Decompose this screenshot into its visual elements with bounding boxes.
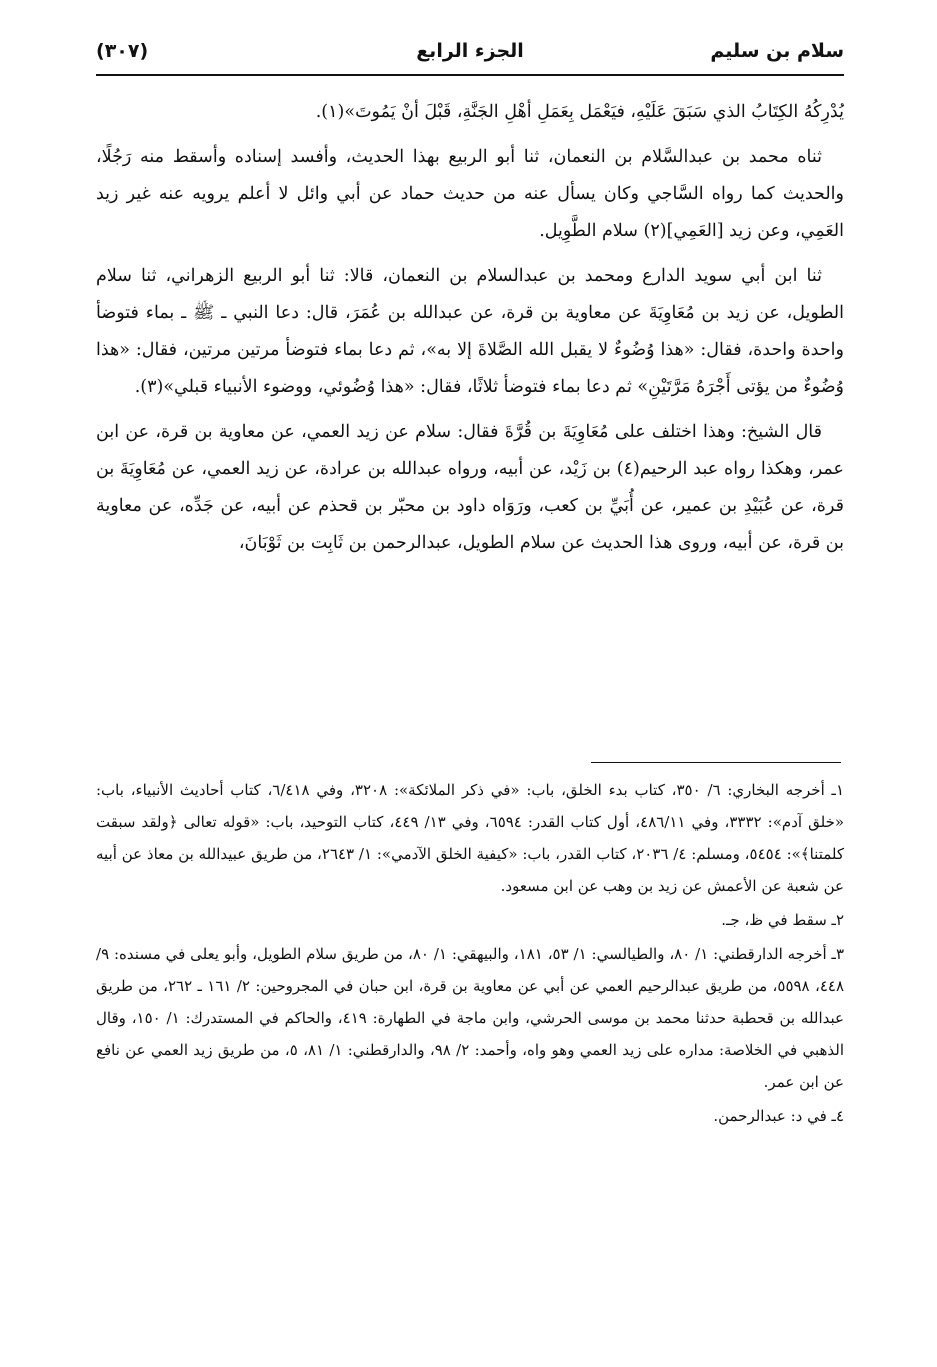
footnote-4: ٤ـ في د: عبدالرحمن. (713, 1107, 844, 1125)
page-number: (٣٠٧) (96, 40, 149, 62)
header-divider (96, 74, 844, 76)
footnote-2: ٢ـ سقط في ظ، جـ. (721, 911, 844, 929)
page-header (96, 34, 844, 74)
paragraph: يُدْرِكُهُ الكِتَابُ الذي سَبَقَ عَلَيْهِ، فيَعْمَل بِعَمَلِ أهْلِ الجَنَّةِ، قَبْلَ أنْ يَمُوتَ»(١). (315, 102, 844, 122)
main-text (96, 94, 844, 570)
paragraph: قال الشيخ: وهذا اختلف على مُعَاوِيَةَ بن قُرَّةَ فقال: سلام عن زيد العمي، عن معاوية بن قرة، عن ابن عمر، وهكذا رواه عبد الرحيم(٤) بن زَيْد، عن أبيه، ورواه عبدالله بن عرادة، عن زيد العمي، عن مُعَاوِيَةَ بن قرة، عن عُبَيْدِ بن عمير، عن أُبَيِّ بن كعب، ورَوَاه داود بن محبّر بن قحذم عن أبيه، عن جَدِّه، عن معاوية بن قرة، عن أبيه، وروى هذا الحديث عن سلام الطويل، عبدالرحمن بن ثَابِت بن ثَوْبَانَ، (96, 422, 844, 553)
footnotes (96, 774, 844, 1134)
volume-title: الجزء الرابع (416, 40, 524, 62)
footnote-1: ١ـ أخرجه البخاري: ٦/ ٣٥٠، كتاب بدء الخلق، باب: «في ذكر الملائكة»: ٣٢٠٨، وفي ٦/٤١٨، كتاب أحاديث الأنبياء، باب: «خلق آدم»: ٣٣٣٢، وفي ٤٨٦/١١، أول كتاب القدر: ٦٥٩٤، وفي ١٣/ ٤٤٩، كتاب التوحيد، باب: «قوله تعالى ﴿ولقد سبقت كلمتنا﴾»: ٥٤٥٤، ومسلم: ٤/ ٢٠٣٦، كتاب القدر، باب: «كيفية الخلق الآدمي»: ١/ ٢٦٤٣، من طريق عبيدالله بن معاذ عن أبيه عن شعبة عن الأعمش عن زيد بن وهب عن ابن مسعود. (96, 781, 845, 895)
paragraph: ثنا ابن أبي سويد الدارع ومحمد بن عبدالسلام بن النعمان، قالا: ثنا أبو الربيع الزهراني، ثنا سلام الطويل، عن زيد بن مُعَاوِيَةَ عن معاوية بن قرة، عن عبدالله بن عُمَرَ، قال: دعا النبي ـ ﷺ ـ بماء فتوضأ واحدة واحدة، فقال: «هذا وُضُوءٌ لا يقبل الله الصَّلاةَ إلا به»، ثم دعا بماء فتوضأ مرتين مرتين، فقال: «هذا وُضُوءٌ من يؤتى أَجْرَهُ مَرَّتَيْنِ» ثم دعا بماء فتوضأ ثلاثًا، فقال: «هذا وُضُوئي، ووضوء الأنبياء قبلي»(٣). (96, 266, 844, 397)
footnote-divider (591, 762, 841, 763)
footnote-3: ٣ـ أخرجه الدارقطني: ١/ ٨٠، والطيالسي: ١/ ٥٣، ١٨١، والبيهقي: ١/ ٨٠، من طريق سلام الطويل، وأبو يعلى في مسنده: ٩/ ٤٤٨، ٥٥٩٨، من طريق عبدالرحيم العمي عن أبي عن معاوية بن قرة، ابن حبان في المجروحين: ٢/ ١٦١ ـ ٢٦٢، من طريق عبدالله بن قحطبة حدثنا محمد بن موسى الحرشي، وابن ماجة في الطهارة: ٤١٩، والحاكم في المستدرك: ١/ ١٥٠، وقال الذهبي في الخلاصة: مداره على زيد العمي وهو واه، وأحمد: ٢/ ٩٨، والدارقطني: ١/ ٨١، ٥، من طريق زيد العمي عن نافع عن ابن عمر. (96, 945, 845, 1091)
running-title: سلام بن سليم (710, 40, 844, 62)
paragraph: ثناه محمد بن عبدالسَّلام بن النعمان، ثنا أبو الربيع بهذا الحديث، وأفسد إسناده وأسقط منه رَجُلًا، والحديث كما رواه السَّاجي وكان يسأل عنه من حديث حماد عن أبي وائل لا أعلم يرويه عنه غير زيد العَمِي، وعن زيد [العَمِي](٢) سلام الطَّوِيل. (96, 147, 844, 241)
